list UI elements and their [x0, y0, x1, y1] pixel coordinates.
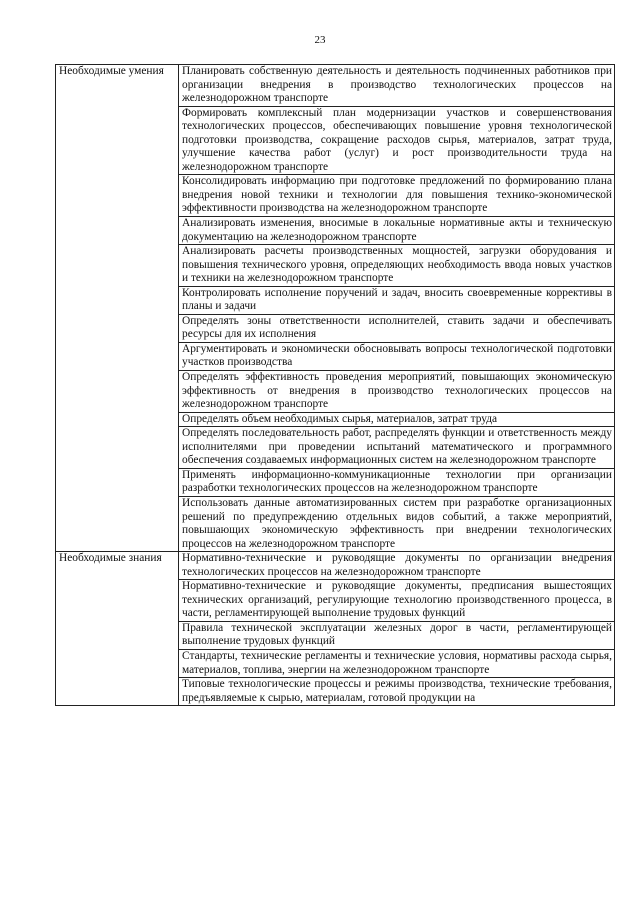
requirement-item: Анализировать изменения, вносимые в локальные нормативные акты и техническую документацию на железнодорожном транспорте [179, 217, 615, 245]
requirement-item: Консолидировать информацию при подготовке предложений по формированию плана внедрения новой техники и технологии для повышения технико-экономической эффективности производства на железнодорожном транспорте [179, 175, 615, 217]
requirement-item: Аргументировать и экономически обосновывать вопросы технологической подготовки участков производства [179, 342, 615, 370]
requirement-item: Формировать комплексный план модернизации участков и совершенствования технологических процессов, обеспечивающих повышение уровня технологической подготовки производства, сокращение расходов сырья, материалов, затрат труда, улучшение качества работ (услуг) и рост производительности труда на железнодорожном транспорте [179, 106, 615, 175]
table-row [56, 65, 615, 107]
requirement-item: Контролировать исполнение поручений и задач, вносить своевременные коррективы в планы и задачи [179, 286, 615, 314]
requirement-item: Анализировать расчеты производственных мощностей, загрузки оборудования и повышения технического уровня, определяющих необходимость ввода новых участков и техники на железнодорожном транспорте [179, 245, 615, 287]
requirement-item: Использовать данные автоматизированных систем при разработке организационных решений по предупреждению отдельных видов событий, а также мероприятий, повышающих экономическую эффективность при внедрении технологических процессов на железнодорожном транспорте [179, 496, 615, 551]
requirement-item: Стандарты, технические регламенты и технические условия, нормативы расхода сырья, материалов, топлива, энергии на железнодорожном транспорте [179, 649, 615, 677]
page-number: 23 [314, 34, 326, 46]
requirement-item: Планировать собственную деятельность и деятельность подчиненных работников при организации внедрения в производство технологических процессов на железнодорожном транспорте [179, 65, 615, 107]
requirement-item: Определять зоны ответственности исполнителей, ставить задачи и обеспечивать ресурсы для их исполнения [179, 314, 615, 342]
requirement-item: Нормативно-технические и руководящие документы, предписания вышестоящих технических организаций, регулирующие технологию производственного процесса, в части, регламентирующей выполнение трудовых функций [179, 580, 615, 622]
table-row [56, 552, 615, 580]
requirement-item: Типовые технологические процессы и режимы производства, технические требования, предъявляемые к сырью, материалам, готовой продукции на [179, 678, 615, 706]
requirement-item: Нормативно-технические и руководящие документы по организации внедрения технологических процессов на железнодорожном транспорте [179, 552, 615, 580]
requirement-item: Правила технической эксплуатации железных дорог в части, регламентирующей выполнение трудовых функций [179, 621, 615, 649]
section-label: Необходимые знания [56, 552, 179, 706]
requirement-item: Определять эффективность проведения мероприятий, повышающих экономическую эффективность от внедрения в производство технологических процессов на железнодорожном транспорте [179, 371, 615, 413]
requirements-table-body [56, 65, 615, 706]
requirements-table [55, 64, 615, 706]
requirement-item: Применять информационно-коммуникационные технологии при организации разработки технологических процессов на железнодорожном транспорте [179, 468, 615, 496]
requirement-item: Определять последовательность работ, распределять функции и ответственность между исполнителями при проведении испытаний математического и программного обеспечения создаваемых информационных систем на железнодорожном транспорте [179, 427, 615, 469]
requirement-item: Определять объем необходимых сырья, материалов, затрат труда [179, 412, 615, 427]
section-label: Необходимые умения [56, 65, 179, 552]
